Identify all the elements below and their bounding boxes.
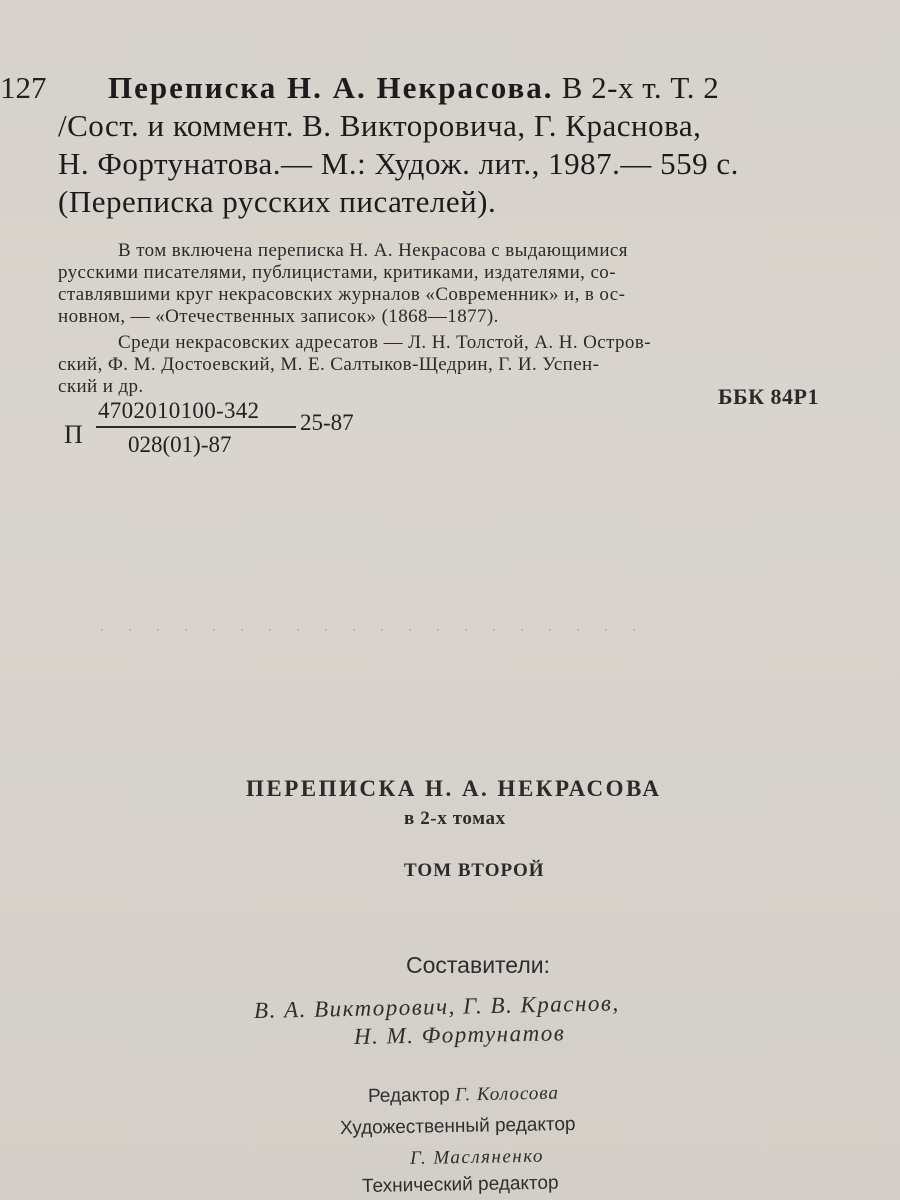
biblio-line-3: Н. Фортунатова.— М.: Худож. лит., 1987.— 559 с. — [58, 146, 739, 181]
index-denominator: 028(01)-87 — [128, 432, 232, 457]
annotation-line: ский, Ф. М. Достоевский, М. Е. Салтыков-Щедрин, Г. И. Успен- — [58, 354, 600, 375]
biblio-line-1 — [108, 70, 719, 106]
biblio-title: Переписка Н. А. Некрасова. — [108, 70, 554, 105]
catalog-code: 127 — [0, 70, 47, 105]
tech-editor-label: Технический редактор — [361, 1172, 559, 1197]
compilers-names-line-2: Н. М. Фортунатов — [353, 1020, 566, 1049]
art-editor-label: Художественный редактор — [339, 1113, 576, 1139]
annotation-line: ский и др. — [58, 376, 144, 397]
bbk-code: ББК 84Р1 — [718, 384, 819, 409]
compilers-names-line-1: В. А. Викторович, Г. В. Краснов, — [253, 990, 620, 1023]
book-subtitle: в 2-х томах — [404, 808, 506, 829]
editor-name: Г. Колосова — [454, 1082, 560, 1106]
biblio-volume: В 2-х т. Т. 2 — [553, 70, 720, 105]
biblio-line-4: (Переписка русских писателей). — [58, 184, 497, 219]
faint-dot-row: . . . . . . . . . . . . . . . . . . . . — [100, 618, 646, 635]
index-fraction-rule — [96, 426, 296, 428]
index-suffix: 25-87 — [300, 410, 354, 435]
editor-label: Редактор — [367, 1084, 450, 1107]
annotation-line: ставлявшими круг некрасовских журналов «Современник» и, в ос- — [58, 284, 626, 305]
annotation-line: новном, — «Отечественных записок» (1868—1877). — [58, 306, 499, 327]
biblio-line-2: /Сост. и коммент. В. Викторовича, Г. Краснова, — [58, 108, 702, 143]
annotation-line: В том включена переписка Н. А. Некрасова с выдающимися — [118, 240, 628, 261]
editor-line — [368, 1083, 559, 1108]
index-letter: П — [64, 420, 83, 449]
annotation-line: русскими писателями, публицистами, критиками, издателями, со- — [58, 262, 616, 283]
index-numerator: 4702010100-342 — [98, 398, 260, 423]
book-title: ПЕРЕПИСКА Н. А. НЕКРАСОВА — [246, 776, 662, 801]
art-editor-name: Г. Масляненко — [409, 1145, 545, 1169]
compilers-label: Составители: — [406, 952, 550, 978]
annotation-line: Среди некрасовских адресатов — Л. Н. Толстой, А. Н. Остров- — [118, 332, 651, 353]
volume-label: ТОМ ВТОРОЙ — [404, 860, 545, 881]
